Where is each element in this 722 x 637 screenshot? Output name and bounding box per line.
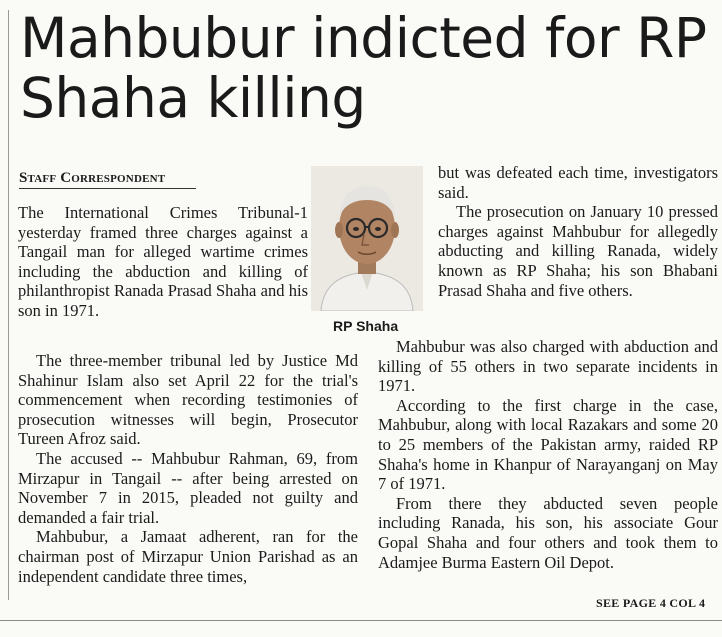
portrait-illustration bbox=[311, 166, 423, 311]
byline: Staff Correspondent bbox=[19, 170, 196, 189]
paragraph-1: The International Crimes Tribunal-1 yesterday framed three charges against a Tangail man for alleged wartime crimes including the abduction and killing of philanthropist Ranada Prasad Shaha and his son in 1971. bbox=[18, 203, 308, 320]
paragraph-2: The three-member tribunal led by Justice Md Shahinur Islam also set April 22 for the trial's commencement when recording testimonies of prosecution witnesses will begin, Prosecutor Tureen Afroz said. bbox=[18, 351, 358, 449]
paragraph-6: The prosecution on January 10 pressed charges against Mahbubur for allegedly abducting and killing Ranada, widely known as RP Shaha; his son Bhabani Prasad Shaha and five others. bbox=[438, 202, 718, 300]
paragraph-5: but was defeated each time, investigators said. bbox=[438, 163, 718, 202]
paragraph-3: The accused -- Mahbubur Rahman, 69, from Mirzapur in Tangail -- after being arrested on November 7 in 2015, pleaded not guilty and demanded a fair trial. bbox=[18, 448, 358, 527]
paragraph-8: According to the first charge in the case, Mahbubur, along with local Razakars and some 20 to 25 members of the Pakistan army, raided RP Shaha's home in Khanpur of Narayanganj on May 7 of 1971. bbox=[378, 395, 718, 494]
column-rule-left bbox=[8, 10, 9, 600]
page-bottom-rule bbox=[0, 620, 722, 621]
continuation-note: SEE PAGE 4 COL 4 bbox=[596, 596, 706, 610]
paragraph-9: From there they abducted seven people including Ranada, his son, his associate Gour Gopal Shaha and four others and took them to Adamjee Burma Eastern Oil Depot. bbox=[378, 493, 718, 572]
article-column-2-top bbox=[438, 163, 718, 300]
paragraph-4: Mahbubur, a Jamaat adherent, ran for the chairman post of Mirzapur Union Parishad as an independent candidate three times, bbox=[18, 527, 358, 586]
portrait-photo bbox=[311, 166, 423, 311]
article-column-2-bottom bbox=[378, 337, 718, 572]
photo-caption: RP Shaha bbox=[333, 318, 399, 334]
article-column-1-bottom bbox=[18, 351, 358, 586]
article-column-1-top bbox=[18, 203, 308, 321]
paragraph-7: Mahbubur was also charged with abduction and killing of 55 others in two separate incidents in 1971. bbox=[378, 337, 718, 396]
headline: Mahbubur indicted for RP Shaha killing bbox=[20, 6, 707, 130]
